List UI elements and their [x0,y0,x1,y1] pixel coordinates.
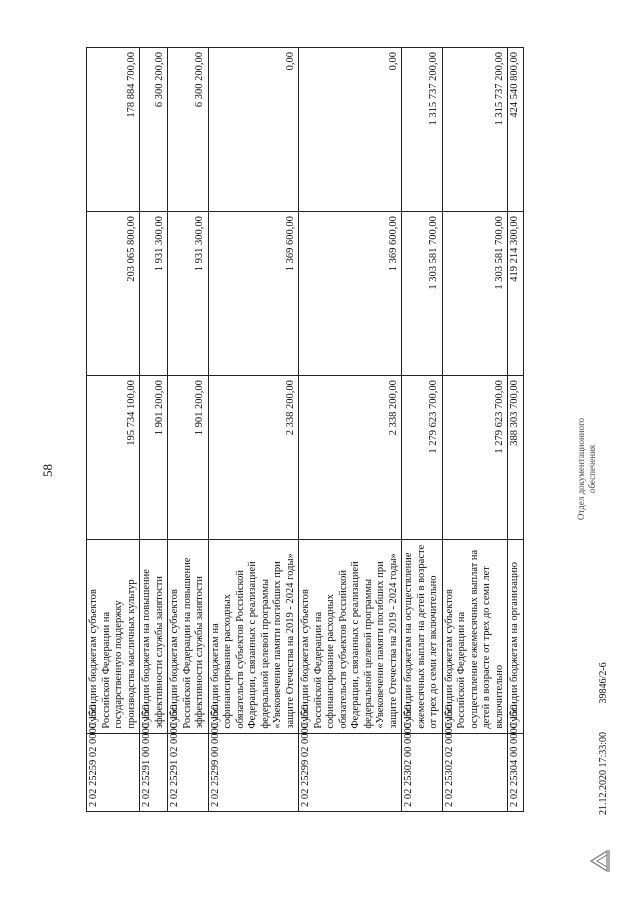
row-value-2019: 388 303 700,00 [508,376,524,540]
row-value-2021: 178 884 700,00 [87,48,140,212]
table-row [299,48,402,812]
row-value-2020: 1 931 300,00 [140,212,168,376]
footer-timestamp: 21.12.2020 17:33:00 [598,731,609,815]
row-code: 2 02 25299 00 0000 150 [208,733,299,811]
department-line-2: обеспечения [587,444,597,494]
department-stamp [576,389,598,549]
row-value-2021: 6 300 200,00 [168,48,209,212]
row-value-2020: 1 303 581 700,00 [442,212,508,376]
row-value-2021: 0,00 [299,48,402,212]
row-value-2019: 195 734 100,00 [87,376,140,540]
row-value-2020: 1 369 600,00 [208,212,299,376]
row-code: 2 02 25259 02 0000 150 [87,733,140,811]
row-value-2020: 419 214 300,00 [508,212,524,376]
row-value-2021: 424 540 800,00 [508,48,524,212]
row-name: Субсидии бюджетам субъектов Российской Федерации на повышение эффективности службы занятости [168,540,209,733]
stamp-emblem-icon [585,847,613,875]
row-code: 2 02 25304 00 0000 150 [508,733,524,811]
table-body [87,48,524,812]
row-name: Субсидии бюджетам субъектов Российской Федерации на государственную поддержку производства масличных культур [87,540,140,733]
row-name: Субсидии бюджетам на повышение эффективности службы занятости [140,540,168,733]
row-code: 2 02 25302 02 0000 150 [442,733,508,811]
table-row [168,48,209,812]
row-name: Субсидии бюджетам на осуществление ежемесячных выплат на детей в возрасте от трех до семи лет включительно [402,540,443,733]
row-name: Субсидии бюджетам субъектов Российской Федерации на осуществление ежемесячных выплат на детей в возрасте от трех до семи лет включительно [442,540,508,733]
row-name: Субсидии бюджетам на софинансирование расходных обязательств субъектов Российской Федерации, связанных с реализацией федеральной целевой программы «Увековечение памяти погибших при защите Отечества на 2019 - 2024 годы» [208,540,299,733]
footer-registration [598,662,609,815]
table-row [402,48,443,812]
revenue-table [86,47,524,812]
row-value-2021: 1 315 737 200,00 [402,48,443,212]
row-value-2021: 6 300 200,00 [140,48,168,212]
row-name: Субсидии бюджетам на организацию [508,540,524,733]
table-row [208,48,299,812]
row-code: 2 02 25299 02 0000 150 [299,733,402,811]
row-value-2021: 1 315 737 200,00 [442,48,508,212]
row-value-2020: 1 369 600,00 [299,212,402,376]
table-row [87,48,140,812]
row-value-2019: 2 338 200,00 [208,376,299,540]
row-value-2019: 1 901 200,00 [140,376,168,540]
row-value-2019: 2 338 200,00 [299,376,402,540]
row-code: 2 02 25291 02 0000 150 [168,733,209,811]
row-value-2019: 1 279 623 700,00 [442,376,508,540]
row-value-2020: 1 303 581 700,00 [402,212,443,376]
table-row [508,48,524,812]
table-row [442,48,508,812]
row-code: 2 02 25302 00 0000 150 [402,733,443,811]
row-name: Субсидии бюджетам субъектов Российской Федерации на софинансирование расходных обязательств субъектов Российской Федерации, связанных с реализацией федеральной целевой программы «Увековечение памяти погибших при защите Отечества на 2019 - 2024 годы» [299,540,402,733]
table-row [140,48,168,812]
row-code: 2 02 25291 00 0000 150 [140,733,168,811]
footer-doc-number: 39846/2-6 [598,662,609,704]
row-value-2020: 1 931 300,00 [168,212,209,376]
page-number: 58 [40,464,55,477]
row-value-2019: 1 279 623 700,00 [402,376,443,540]
row-value-2020: 203 065 800,00 [87,212,140,376]
row-value-2019: 1 901 200,00 [168,376,209,540]
row-value-2021: 0,00 [208,48,299,212]
department-line-1: Отдел документационного [576,417,586,521]
